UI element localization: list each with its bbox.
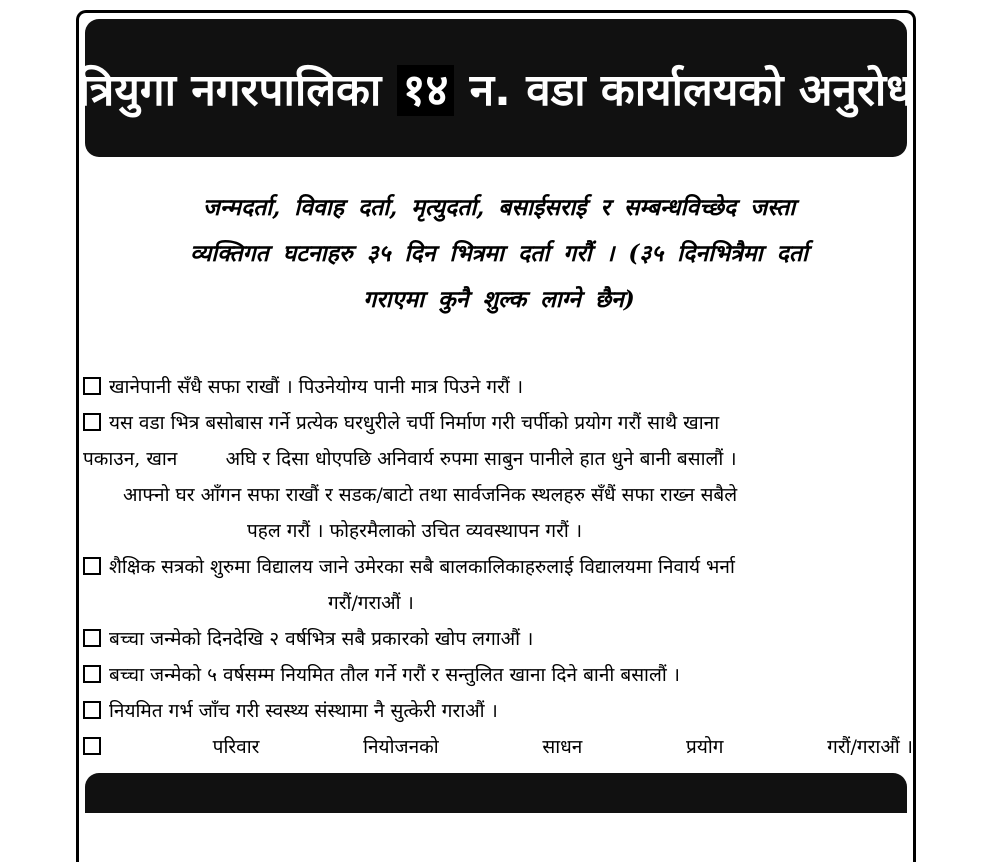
checkbox-icon [83,737,101,755]
subtitle-line: गराएमा कुनै शुल्क लाग्ने छैन) [363,286,635,313]
checkbox-icon [83,665,101,683]
item-word: परिवार [212,736,260,758]
checklist-item [83,729,913,765]
checkbox-icon [83,629,101,647]
item-text: आफ्नो घर आँगन सफा राखौं र सडक/बाटो तथा सार्वजनिक स्थलहरु सँधैं सफा राख्न सबैले [123,484,738,506]
checkbox-icon [83,377,101,395]
item-text: गरौं/गराऔं । [328,592,414,614]
item-text: बच्चा जन्मेको ५ वर्षसम्म नियमित तौल गर्ने गरौं र सन्तुलित खाना दिने बानी बसालौं । [109,664,681,686]
checklist-item [83,621,913,657]
subtitle-line: जन्मदर्ता, विवाह दर्ता, मृत्युदर्ता, बसाईसराई र सम्बन्धविच्छेद जस्ता [202,194,796,221]
item-text: पहल गरौं । फोहरमैलाको उचित व्यवस्थापन गरौं । [247,520,583,542]
item-word: साधन [542,736,583,758]
checklist-item [83,405,913,549]
item-text: खानेपानी सँधै सफा राखौं । पिउनेयोग्य पानी मात्र पिउने गरौं । [109,376,524,398]
notice-title [79,58,914,118]
checkbox-icon [83,557,101,575]
registration-notice [99,185,899,323]
checklist-item [83,369,913,405]
subtitle-line: व्यक्तिगत घटनाहरु ३५ दिन भित्रमा दर्ता गरौं । (३५ दिनभित्रैमा दर्ता [190,240,808,267]
item-text: बच्चा जन्मेको दिनदेखि २ वर्षभित्र सबै प्रकारको खोप लगाऔं । [109,628,534,650]
item-text: पकाउन, खान अघि र दिसा धोएपछि अनिवार्य रुपमा साबुन पानीले हात धुने बानी बसालौं । [83,448,737,470]
item-word: गरौं/गराऔं । [827,736,913,758]
checklist-item [83,657,913,693]
notice-board [76,10,916,862]
footer-banner [85,773,907,813]
checkbox-icon [83,701,101,719]
item-word: प्रयोग [686,736,724,758]
item-text: यस वडा भित्र बसोबास गर्ने प्रत्येक घरधुरीले चर्पी निर्माण गरी चर्पीको प्रयोग गरौं साथै खाना [109,412,720,434]
checklist-item [83,693,913,729]
ward-number: १४ [397,65,455,116]
title-part-1: त्रियुगा नगरपालिका [78,65,397,116]
checkbox-icon [83,413,101,431]
item-text: नियमित गर्भ जाँच गरी स्वस्थ्य संस्थामा नै सुत्केरी गराऔं । [109,700,498,722]
checklist-item [83,549,913,621]
item-text: शैक्षिक सत्रको शुरुमा विद्यालय जाने उमेरका सबै बालकालिकाहरुलाई विद्यालयमा निवार्य भर्ना [109,556,735,578]
checklist [83,369,913,765]
item-word: नियोजनको [363,736,439,758]
title-part-2: न. वडा कार्यालयको अनुरोध [454,65,914,116]
header-banner [78,19,914,157]
